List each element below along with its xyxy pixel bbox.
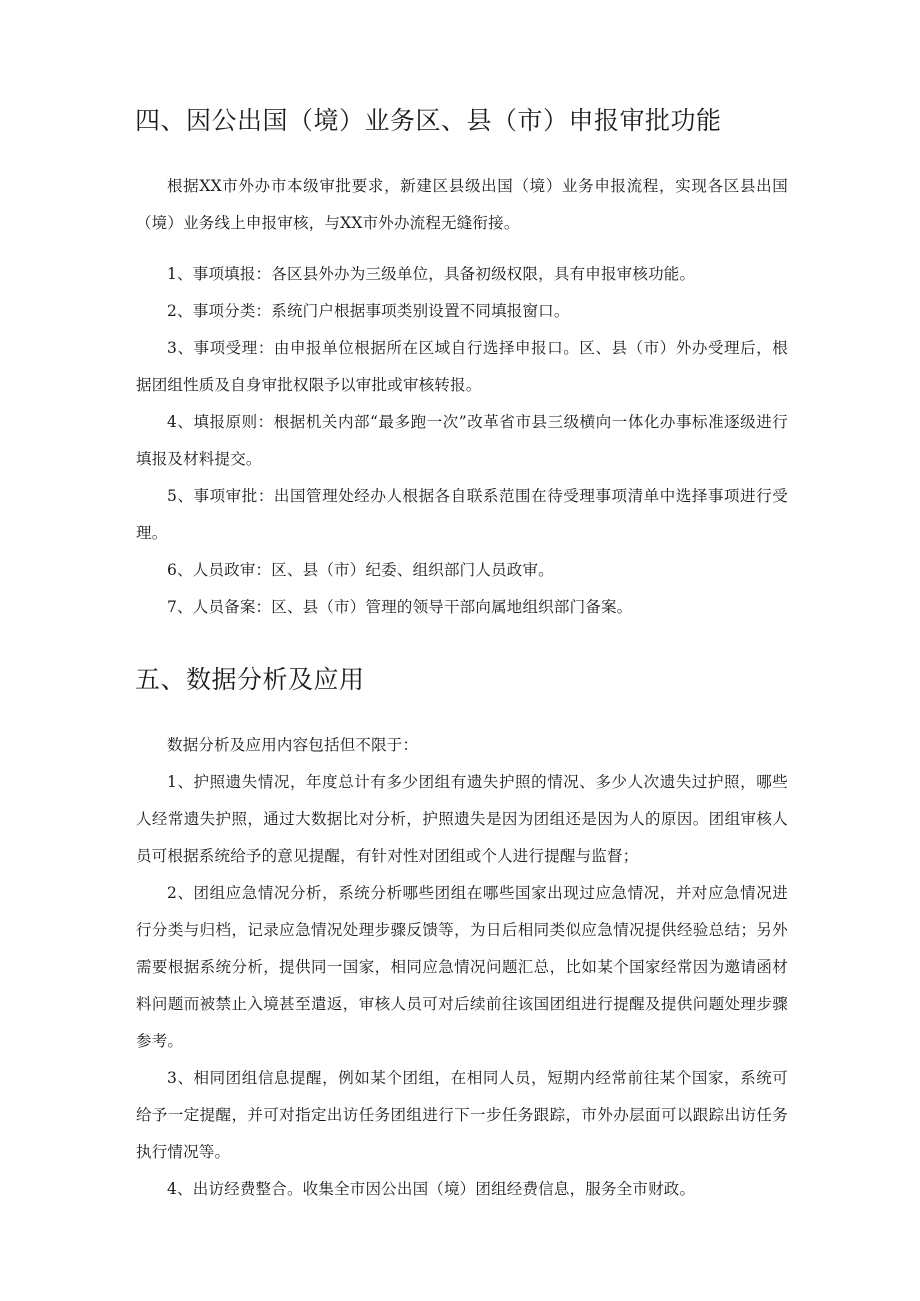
list-item: 3、事项受理：由申报单位根据所在区域自行选择申报口。区、县（市）外办受理后，根据团组性质及自身审批权限予以审批或审核转报。 [136,339,788,394]
list-item: 1、事项填报：各区县外办为三级单位，具备初级权限，具有申报审核功能。 [167,265,696,283]
list-item: 7、人员备案：区、县（市）管理的领导干部向属地组织部门备案。 [167,598,633,616]
list-item: 2、团组应急情况分析，系统分析哪些团组在哪些国家出现过应急情况，并对应急情况进行分类与归档，记录应急情况处理步骤反馈等，为日后相同类似应急情况提供经验总结；另外需要根据系统分析，提供同一国家，相同应急情况问题汇总，比如某个国家经常因为邀请函材料问题而被禁止入境甚至遣返，审核人员可对后续前往该国团组进行提醒及提供问题处理步骤参考。 [136,884,788,1050]
section-intro-paragraph: 数据分析及应用内容包括但不限于： [167,736,419,754]
list-item: 2、事项分类：系统门户根据事项类别设置不同填报窗口。 [167,302,570,320]
section-intro-paragraph: 根据XX市外办市本级审批要求，新建区县级出国（境）业务申报流程，实现各区县出国（境）业务线上申报审核，与XX市外办流程无缝衔接。 [136,177,788,232]
section-heading: 四、因公出国（境）业务区、县（市）申报审批功能 [135,106,722,135]
list-item: 1、护照遗失情况，年度总计有多少团组有遗失护照的情况、多少人次遗失过护照，哪些人经常遗失护照，通过大数据比对分析，护照遗失是因为团组还是因为人的原因。团组审核人员可根据系统给予的意见提醒，有针对性对团组或个人进行提醒与监督； [136,773,788,865]
list-item: 4、出访经费整合。收集全市因公出国（境）团组经费信息，服务全市财政。 [167,1180,696,1198]
section-heading: 五、数据分析及应用 [135,665,365,694]
list-item: 4、填报原则：根据机关内部“最多跑一次”改革省市县三级横向一体化办事标准逐级进行填报及材料提交。 [136,413,788,468]
list-item: 3、相同团组信息提醒，例如某个团组，在相同人员，短期内经常前往某个国家，系统可给予一定提醒，并可对指定出访任务团组进行下一步任务跟踪，市外办层面可以跟踪出访任务执行情况等。 [136,1069,788,1161]
list-item: 6、人员政审：区、县（市）纪委、组织部门人员政审。 [167,561,554,579]
list-item: 5、事项审批：出国管理处经办人根据各自联系范围在待受理事项清单中选择事项进行受理。 [136,487,788,542]
